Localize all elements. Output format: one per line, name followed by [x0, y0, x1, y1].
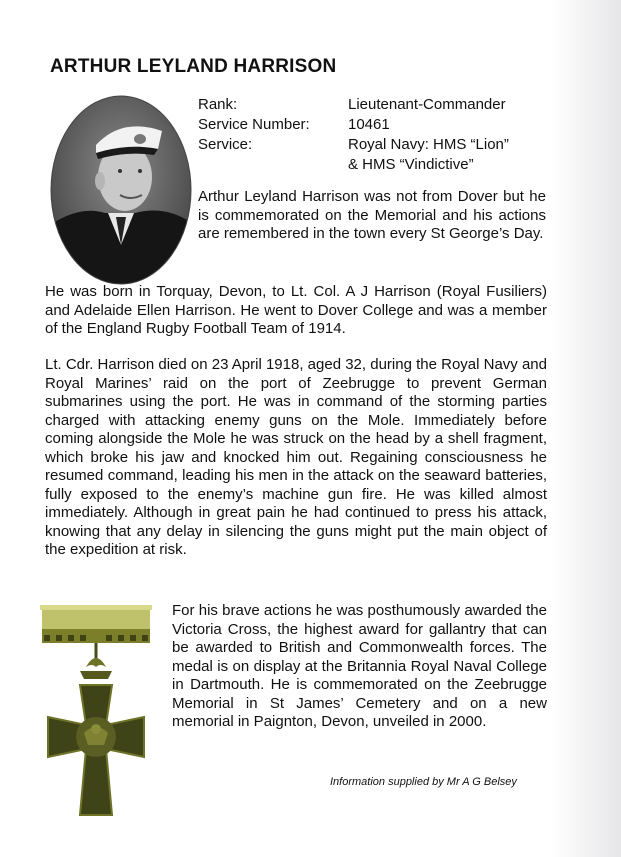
death-paragraph: Lt. Cdr. Harrison died on 23 April 1918, aged 32, during the Royal Navy and Royal Marines’ raid on the port of Zeebrugge to prevent German submarines using the port. He was in command of the storming parties charged with attacking enemy guns on the Mole. Immediately before coming alongside the Mole he was struck on the head by a shell fragment, which broke his jaw and knocked him out. Regaining consciousness he resumed command, leading his men in the attack on the seaward batteries, fully exposed to the enemy’s machine gun fire. He was killed almost immediately. Although in great pain he had continued to press his attack, knowing that any delay in silencing the guns might put the main object of the expedition at risk.: [45, 356, 547, 558]
info-value: Lieutenant-Commander: [348, 96, 506, 113]
info-value: & HMS “Vindictive”: [348, 156, 474, 173]
info-row-service-cont: [198, 155, 538, 175]
page-edge-shadow: [551, 0, 621, 857]
info-row-service-number: [198, 115, 538, 135]
info-label: Rank:: [198, 96, 238, 113]
award-paragraph: For his brave actions he was posthumously awarded the Victoria Cross, the highest award for gallantry that can be awarded to British and Commonwealth forces. The medal is on display at the Britannia Royal Naval College in Dartmouth. He is commemorated on the Zeebrugge Memorial in St James’ Cemetery and on a new memorial in Paignton, Devon, unveiled in 2000.: [172, 602, 547, 730]
info-label: Service:: [198, 136, 253, 153]
info-value: Royal Navy: HMS “Lion”: [348, 136, 509, 153]
intro-paragraph: Arthur Leyland Harrison was not from Dover but he is commemorated on the Memorial and his actions are remembered in the town every St George’s Day.: [198, 188, 546, 242]
service-info: [198, 95, 538, 175]
credit-note: Information supplied by Mr A G Belsey: [330, 776, 517, 788]
page-title: ARTHUR LEYLAND HARRISON: [50, 56, 337, 77]
birth-paragraph: He was born in Torquay, Devon, to Lt. Col. A J Harrison (Royal Fusiliers) and Adelaide Ellen Harrison. He went to Dover College and was a member of the England Rugby Football Team of 1914.: [45, 283, 547, 337]
info-row-rank: [198, 95, 538, 115]
portrait-photo: [50, 95, 192, 285]
info-label: Service Number:: [198, 116, 310, 133]
victoria-cross-medal-image: [40, 605, 152, 825]
info-row-service: [198, 135, 538, 155]
info-value: 10461: [348, 116, 390, 133]
